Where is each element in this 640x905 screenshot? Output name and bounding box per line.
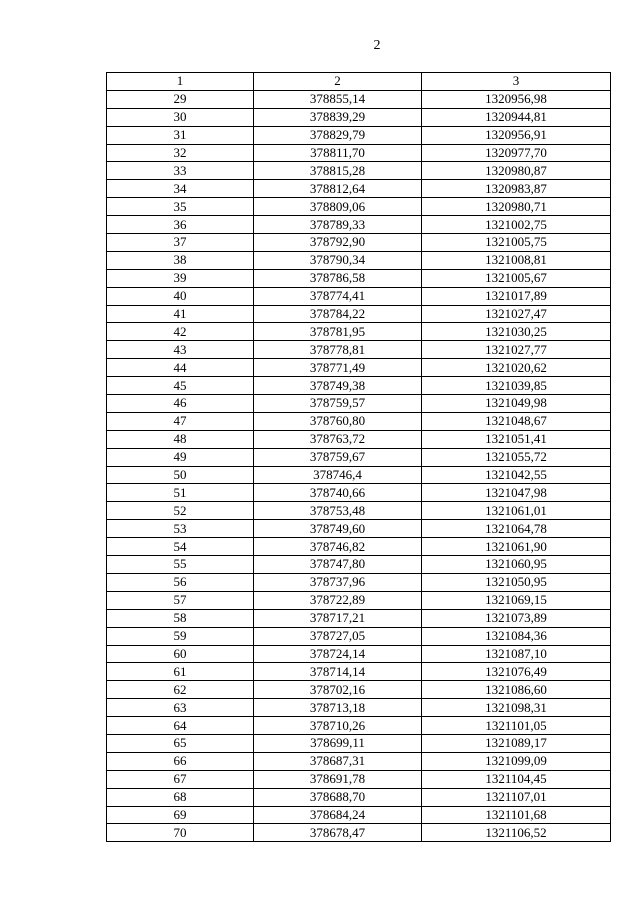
x-coordinate-cell: 378737,96 — [254, 573, 422, 591]
table-row — [107, 234, 611, 252]
column-header-1: 1 — [107, 73, 254, 91]
x-coordinate-cell: 378688,70 — [254, 788, 422, 806]
point-number-cell: 40 — [107, 287, 254, 305]
table-row — [107, 216, 611, 234]
x-coordinate-cell: 378855,14 — [254, 90, 422, 108]
y-coordinate-cell: 1321107,01 — [422, 788, 611, 806]
x-coordinate-cell: 378727,05 — [254, 627, 422, 645]
point-number-cell: 38 — [107, 251, 254, 269]
x-coordinate-cell: 378722,89 — [254, 591, 422, 609]
column-header-2: 2 — [254, 73, 422, 91]
table-row — [107, 412, 611, 430]
y-coordinate-cell: 1321042,55 — [422, 466, 611, 484]
y-coordinate-cell: 1321008,81 — [422, 251, 611, 269]
x-coordinate-cell: 378749,60 — [254, 520, 422, 538]
x-coordinate-cell: 378699,11 — [254, 734, 422, 752]
y-coordinate-cell: 1320944,81 — [422, 108, 611, 126]
x-coordinate-cell: 378691,78 — [254, 770, 422, 788]
x-coordinate-cell: 378792,90 — [254, 234, 422, 252]
point-number-cell: 68 — [107, 788, 254, 806]
table-row — [107, 788, 611, 806]
point-number-cell: 54 — [107, 538, 254, 556]
y-coordinate-cell: 1321027,77 — [422, 341, 611, 359]
table-row — [107, 824, 611, 842]
x-coordinate-cell: 378760,80 — [254, 412, 422, 430]
point-number-cell: 47 — [107, 412, 254, 430]
x-coordinate-cell: 378812,64 — [254, 180, 422, 198]
table-row — [107, 609, 611, 627]
point-number-cell: 56 — [107, 573, 254, 591]
x-coordinate-cell: 378811,70 — [254, 144, 422, 162]
x-coordinate-cell: 378759,67 — [254, 448, 422, 466]
y-coordinate-cell: 1321064,78 — [422, 520, 611, 538]
x-coordinate-cell: 378784,22 — [254, 305, 422, 323]
table-row — [107, 269, 611, 287]
x-coordinate-cell: 378815,28 — [254, 162, 422, 180]
table-row — [107, 305, 611, 323]
point-number-cell: 64 — [107, 717, 254, 735]
y-coordinate-cell: 1320956,91 — [422, 126, 611, 144]
table-row — [107, 573, 611, 591]
point-number-cell: 32 — [107, 144, 254, 162]
table-row — [107, 108, 611, 126]
table-row — [107, 180, 611, 198]
point-number-cell: 46 — [107, 395, 254, 413]
header-row — [107, 73, 611, 91]
y-coordinate-cell: 1321002,75 — [422, 216, 611, 234]
table-row — [107, 556, 611, 574]
table-row — [107, 717, 611, 735]
x-coordinate-cell: 378714,14 — [254, 663, 422, 681]
y-coordinate-cell: 1321050,95 — [422, 573, 611, 591]
y-coordinate-cell: 1320980,71 — [422, 198, 611, 216]
x-coordinate-cell: 378790,34 — [254, 251, 422, 269]
y-coordinate-cell: 1321069,15 — [422, 591, 611, 609]
table-row — [107, 287, 611, 305]
point-number-cell: 48 — [107, 430, 254, 448]
x-coordinate-cell: 378746,82 — [254, 538, 422, 556]
point-number-cell: 51 — [107, 484, 254, 502]
table-row — [107, 770, 611, 788]
table-row — [107, 502, 611, 520]
table-row — [107, 90, 611, 108]
point-number-cell: 45 — [107, 377, 254, 395]
point-number-cell: 34 — [107, 180, 254, 198]
x-coordinate-cell: 378778,81 — [254, 341, 422, 359]
x-coordinate-cell: 378809,06 — [254, 198, 422, 216]
x-coordinate-cell: 378684,24 — [254, 806, 422, 824]
x-coordinate-cell: 378678,47 — [254, 824, 422, 842]
x-coordinate-cell: 378740,66 — [254, 484, 422, 502]
y-coordinate-cell: 1320956,98 — [422, 90, 611, 108]
x-coordinate-cell: 378781,95 — [254, 323, 422, 341]
table-header — [107, 73, 611, 91]
table-row — [107, 538, 611, 556]
point-number-cell: 70 — [107, 824, 254, 842]
y-coordinate-cell: 1321020,62 — [422, 359, 611, 377]
x-coordinate-cell: 378759,57 — [254, 395, 422, 413]
table-row — [107, 323, 611, 341]
y-coordinate-cell: 1321076,49 — [422, 663, 611, 681]
table-row — [107, 251, 611, 269]
point-number-cell: 33 — [107, 162, 254, 180]
y-coordinate-cell: 1321101,05 — [422, 717, 611, 735]
point-number-cell: 59 — [107, 627, 254, 645]
point-number-cell: 63 — [107, 699, 254, 717]
point-number-cell: 52 — [107, 502, 254, 520]
y-coordinate-cell: 1321048,67 — [422, 412, 611, 430]
x-coordinate-cell: 378829,79 — [254, 126, 422, 144]
table-row — [107, 645, 611, 663]
point-number-cell: 62 — [107, 681, 254, 699]
y-coordinate-cell: 1321039,85 — [422, 377, 611, 395]
x-coordinate-cell: 378753,48 — [254, 502, 422, 520]
y-coordinate-cell: 1321086,60 — [422, 681, 611, 699]
point-number-cell: 66 — [107, 752, 254, 770]
x-coordinate-cell: 378789,33 — [254, 216, 422, 234]
y-coordinate-cell: 1321005,75 — [422, 234, 611, 252]
y-coordinate-cell: 1321027,47 — [422, 305, 611, 323]
y-coordinate-cell: 1321061,01 — [422, 502, 611, 520]
point-number-cell: 42 — [107, 323, 254, 341]
y-coordinate-cell: 1321087,10 — [422, 645, 611, 663]
coordinates-table — [106, 72, 611, 842]
table-row — [107, 591, 611, 609]
table-row — [107, 752, 611, 770]
x-coordinate-cell: 378774,41 — [254, 287, 422, 305]
x-coordinate-cell: 378713,18 — [254, 699, 422, 717]
point-number-cell: 55 — [107, 556, 254, 574]
x-coordinate-cell: 378786,58 — [254, 269, 422, 287]
point-number-cell: 31 — [107, 126, 254, 144]
x-coordinate-cell: 378839,29 — [254, 108, 422, 126]
point-number-cell: 50 — [107, 466, 254, 484]
point-number-cell: 65 — [107, 734, 254, 752]
y-coordinate-cell: 1321017,89 — [422, 287, 611, 305]
point-number-cell: 44 — [107, 359, 254, 377]
y-coordinate-cell: 1321005,67 — [422, 269, 611, 287]
point-number-cell: 30 — [107, 108, 254, 126]
table-row — [107, 681, 611, 699]
y-coordinate-cell: 1321060,95 — [422, 556, 611, 574]
point-number-cell: 29 — [107, 90, 254, 108]
x-coordinate-cell: 378749,38 — [254, 377, 422, 395]
table-row — [107, 734, 611, 752]
table-row — [107, 430, 611, 448]
point-number-cell: 35 — [107, 198, 254, 216]
x-coordinate-cell: 378746,4 — [254, 466, 422, 484]
table-row — [107, 395, 611, 413]
x-coordinate-cell: 378763,72 — [254, 430, 422, 448]
table-row — [107, 341, 611, 359]
table-row — [107, 198, 611, 216]
x-coordinate-cell: 378724,14 — [254, 645, 422, 663]
y-coordinate-cell: 1321049,98 — [422, 395, 611, 413]
table-row — [107, 377, 611, 395]
x-coordinate-cell: 378710,26 — [254, 717, 422, 735]
y-coordinate-cell: 1321084,36 — [422, 627, 611, 645]
point-number-cell: 36 — [107, 216, 254, 234]
x-coordinate-cell: 378717,21 — [254, 609, 422, 627]
point-number-cell: 61 — [107, 663, 254, 681]
point-number-cell: 69 — [107, 806, 254, 824]
y-coordinate-cell: 1321055,72 — [422, 448, 611, 466]
x-coordinate-cell: 378771,49 — [254, 359, 422, 377]
table-row — [107, 484, 611, 502]
point-number-cell: 57 — [107, 591, 254, 609]
table-row — [107, 448, 611, 466]
point-number-cell: 37 — [107, 234, 254, 252]
table-row — [107, 126, 611, 144]
column-header-3: 3 — [422, 73, 611, 91]
y-coordinate-cell: 1321047,98 — [422, 484, 611, 502]
y-coordinate-cell: 1321098,31 — [422, 699, 611, 717]
point-number-cell: 39 — [107, 269, 254, 287]
y-coordinate-cell: 1320980,87 — [422, 162, 611, 180]
table-row — [107, 699, 611, 717]
table-body — [107, 90, 611, 841]
y-coordinate-cell: 1321073,89 — [422, 609, 611, 627]
y-coordinate-cell: 1320983,87 — [422, 180, 611, 198]
point-number-cell: 53 — [107, 520, 254, 538]
y-coordinate-cell: 1321101,68 — [422, 806, 611, 824]
x-coordinate-cell: 378747,80 — [254, 556, 422, 574]
point-number-cell: 41 — [107, 305, 254, 323]
table-row — [107, 663, 611, 681]
point-number-cell: 58 — [107, 609, 254, 627]
point-number-cell: 67 — [107, 770, 254, 788]
point-number-cell: 49 — [107, 448, 254, 466]
y-coordinate-cell: 1320977,70 — [422, 144, 611, 162]
y-coordinate-cell: 1321106,52 — [422, 824, 611, 842]
table-row — [107, 806, 611, 824]
y-coordinate-cell: 1321030,25 — [422, 323, 611, 341]
table-row — [107, 359, 611, 377]
x-coordinate-cell: 378687,31 — [254, 752, 422, 770]
y-coordinate-cell: 1321104,45 — [422, 770, 611, 788]
point-number-cell: 60 — [107, 645, 254, 663]
y-coordinate-cell: 1321051,41 — [422, 430, 611, 448]
point-number-cell: 43 — [107, 341, 254, 359]
table-row — [107, 627, 611, 645]
table-row — [107, 162, 611, 180]
y-coordinate-cell: 1321089,17 — [422, 734, 611, 752]
y-coordinate-cell: 1321061,90 — [422, 538, 611, 556]
y-coordinate-cell: 1321099,09 — [422, 752, 611, 770]
page-number: 2 — [373, 38, 381, 53]
table-row — [107, 520, 611, 538]
table-row — [107, 466, 611, 484]
table-row — [107, 144, 611, 162]
x-coordinate-cell: 378702,16 — [254, 681, 422, 699]
